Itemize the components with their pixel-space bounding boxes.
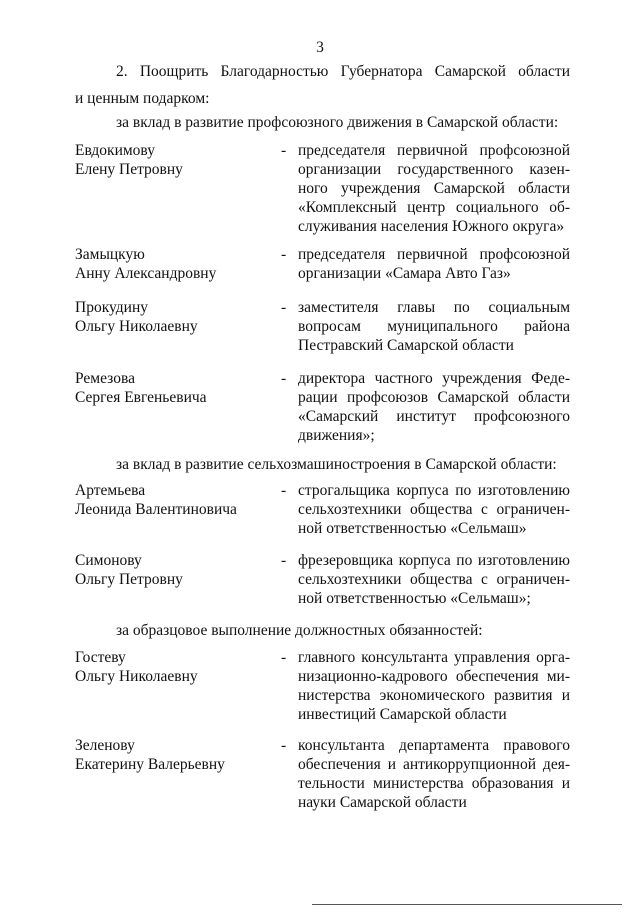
- position-line: ного учреждения Самарской области: [298, 180, 570, 197]
- recipient-name: Евдокимову Елену Петровну: [75, 142, 183, 178]
- dash-separator: -: [281, 482, 287, 499]
- position-line: науки Самарской области: [298, 794, 467, 811]
- dash-separator: -: [281, 370, 287, 387]
- recipient-position: [298, 481, 570, 538]
- bottom-rule: [312, 904, 622, 905]
- position-line: «Комплексный центр социального об-: [298, 199, 570, 216]
- position-line: Пестравский Самарской области: [298, 337, 514, 354]
- recipient-position: [298, 551, 570, 608]
- recipient-name: Ремезова Сергея Евгеньевича: [75, 370, 207, 406]
- position-line: низационно-кадрового обеспечения ми-: [298, 668, 570, 685]
- position-line: главного консультанта управления орга-: [298, 649, 570, 666]
- position-line: сельхозтехники общества с ограничен-: [298, 571, 570, 588]
- recipient-position: [298, 736, 570, 812]
- recipient-position: [298, 298, 570, 355]
- dash-separator: -: [281, 649, 287, 666]
- recipient-name: Прокудину Ольгу Николаевну: [75, 299, 198, 335]
- dash-separator: -: [281, 299, 287, 316]
- dash-separator: -: [281, 142, 287, 159]
- intro-paragraph-line-2: и ценным подарком:: [75, 90, 210, 107]
- recipient-name: Артемьева Леонида Валентиновича: [75, 482, 237, 518]
- position-line: «Самарский институт профсоюзного: [298, 408, 570, 425]
- recipient-position: [298, 648, 570, 724]
- position-line: председателя первичной профсоюзной: [298, 142, 570, 159]
- recipient-name: Зеленову Екатерину Валерьевну: [75, 737, 225, 773]
- page-number: 3: [316, 39, 324, 56]
- position-line: председателя первичной профсоюзной: [298, 246, 570, 263]
- dash-separator: -: [281, 246, 287, 263]
- position-line: нистерства экономического развития и: [298, 687, 570, 704]
- recipient-position: [298, 245, 570, 283]
- position-line: заместителя главы по социальным: [298, 299, 570, 316]
- recipient-position: [298, 369, 570, 445]
- recipient-name: Замыцкую Анну Александровну: [75, 246, 217, 282]
- position-line: движения»;: [298, 427, 375, 444]
- position-line: тельности министерства образования и: [298, 775, 570, 792]
- dash-separator: -: [281, 552, 287, 569]
- position-line: строгальщика корпуса по изготовлению: [298, 482, 570, 499]
- position-line: инвестиций Самарской области: [298, 706, 507, 723]
- recipient-position: [298, 141, 570, 236]
- dash-separator: -: [281, 737, 287, 754]
- position-line: ной ответственностью «Сельмаш»: [298, 520, 527, 537]
- position-line: рации профсоюзов Самарской области: [298, 389, 570, 406]
- position-line: сельхозтехники общества с ограничен-: [298, 501, 570, 518]
- section-heading: за вклад в развитие профсоюзного движения в Самарской области:: [116, 114, 559, 131]
- position-line: вопросам муниципального района: [298, 318, 570, 335]
- position-line: ной ответственностью «Сельмаш»;: [298, 590, 531, 607]
- recipient-name: Гостеву Ольгу Николаевну: [75, 649, 198, 685]
- position-line: служивания населения Южного округа»: [298, 218, 565, 235]
- position-line: фрезеровщика корпуса по изготовлению: [298, 552, 570, 569]
- position-line: директора частного учреждения Феде-: [298, 370, 570, 387]
- position-line: обеспечения и антикоррупционной дея-: [298, 756, 570, 773]
- section-heading: за образцовое выполнение должностных обязанностей:: [116, 622, 483, 639]
- position-line: консультанта департамента правового: [298, 737, 570, 754]
- intro-paragraph-line-1: 2. Поощрить Благодарностью Губернатора Самарской области: [116, 63, 570, 80]
- position-line: организации государственного казен-: [298, 161, 570, 178]
- section-heading: за вклад в развитие сельхозмашиностроения в Самарской области:: [116, 456, 557, 473]
- position-line: организации «Самара Авто Газ»: [298, 265, 511, 282]
- recipient-name: Симонову Ольгу Петровну: [75, 552, 183, 588]
